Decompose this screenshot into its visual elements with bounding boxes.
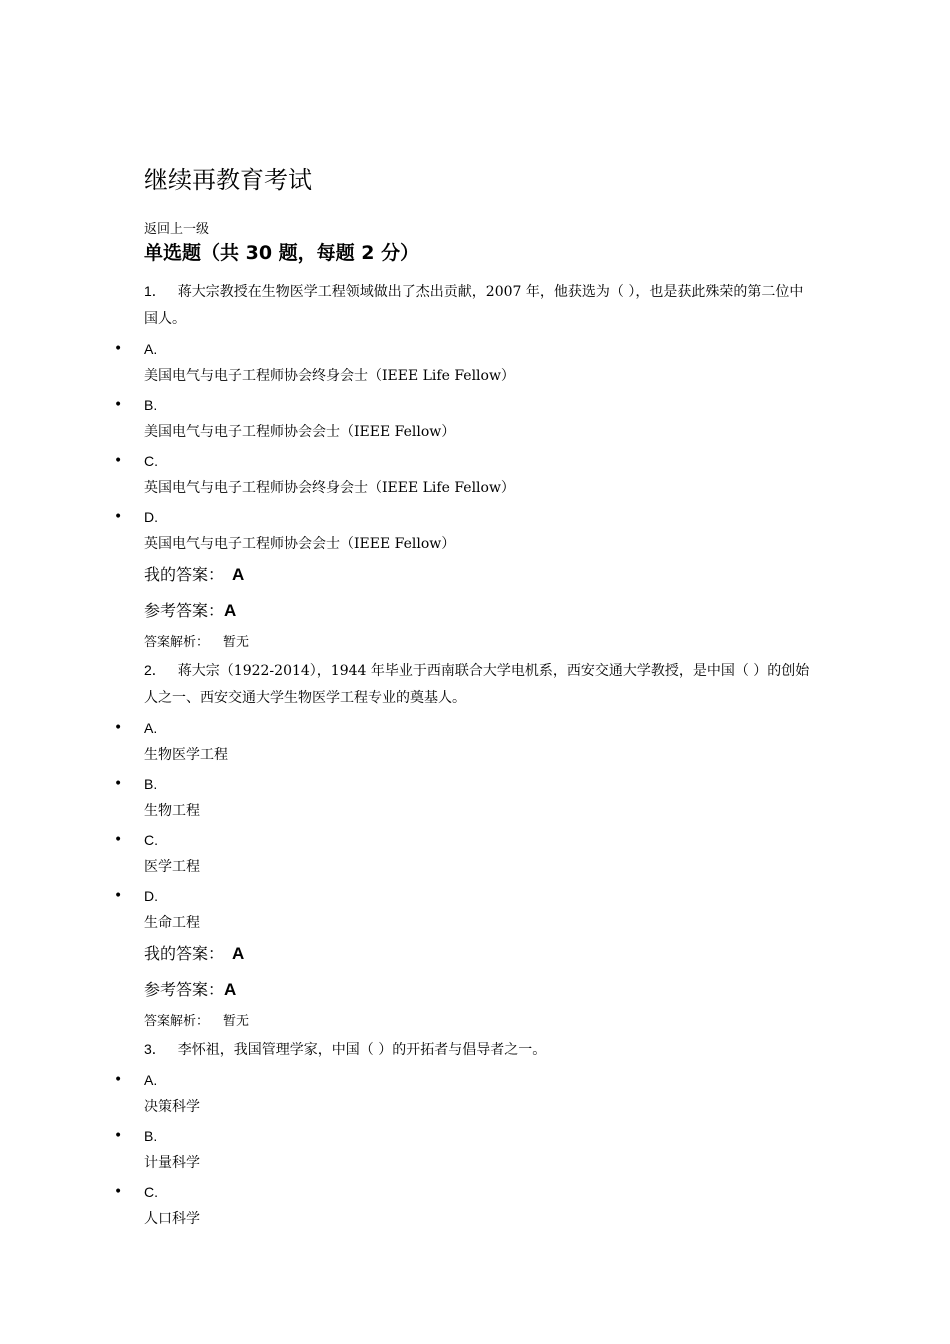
reference-answer-label: 参考答案： [144,601,225,620]
question-stem [144,657,814,712]
analysis-label: 答案解析： [144,635,210,650]
bullet-icon: • [114,397,123,413]
analysis-value: 暂无 [223,1014,250,1029]
option-letter: B. [144,1128,158,1144]
bullet-icon: • [114,1072,123,1088]
my-answer-label: 我的答案： [144,565,225,584]
option-text: 人口科学 [144,1211,200,1227]
option-d[interactable] [114,504,814,557]
option-c[interactable] [114,1179,814,1232]
question-3 [114,1036,814,1232]
question-text: 蒋大宗教授在生物医学工程领域做出了杰出贡献，2007 年，他获选为（ ），也是获此殊荣的第二位中国人。 [144,284,804,327]
analysis-label: 答案解析： [144,1014,210,1029]
question-text: 李怀祖，我国管理学家，中国（ ）的开拓者与倡导者之一。 [177,1042,547,1058]
reference-answer-value: A [224,980,237,999]
bullet-icon: • [114,453,123,469]
option-a[interactable] [114,336,814,389]
option-text: 决策科学 [144,1099,200,1115]
option-text: 生命工程 [144,915,200,931]
option-text: 计量科学 [144,1155,200,1171]
option-text: 英国电气与电子工程师协会终身会士（IEEE Life Fellow） [144,480,515,496]
answer-analysis [144,1008,814,1036]
question-stem [144,278,814,333]
bullet-icon: • [114,720,123,736]
option-letter: C. [144,1184,158,1200]
option-letter: A. [144,720,158,736]
option-letter: D. [144,888,158,904]
option-letter: C. [144,832,158,848]
option-text: 美国电气与电子工程师协会会士（IEEE Fellow） [144,424,456,440]
option-text: 生物医学工程 [144,747,228,763]
option-a[interactable] [114,1067,814,1120]
option-letter: A. [144,1072,158,1088]
question-1 [114,278,814,657]
reference-answer [144,593,814,629]
bullet-icon: • [114,1128,123,1144]
option-b[interactable] [114,771,814,824]
option-text: 美国电气与电子工程师协会终身会士（IEEE Life Fellow） [144,368,515,384]
option-c[interactable] [114,448,814,501]
question-2 [114,657,814,1036]
bullet-icon: • [114,1184,123,1200]
option-text: 英国电气与电子工程师协会会士（IEEE Fellow） [144,536,456,552]
option-text: 生物工程 [144,803,200,819]
question-number: 1． [144,283,166,299]
option-b[interactable] [114,392,814,445]
section-title-rest: （共 30 题，每题 2 分） [201,242,420,264]
option-letter: A. [144,341,158,357]
question-number: 2． [144,662,166,678]
option-b[interactable] [114,1123,814,1176]
bullet-icon: • [114,888,123,904]
answer-analysis [144,629,814,657]
my-answer [144,557,814,593]
option-letter: B. [144,397,158,413]
bullet-icon: • [114,509,123,525]
my-answer-label: 我的答案： [144,944,225,963]
section-title-bold: 单选题 [144,242,202,264]
question-stem [144,1036,814,1064]
bullet-icon: • [114,776,123,792]
option-d[interactable] [114,883,814,936]
reference-answer-value: A [224,601,237,620]
question-text: 蒋大宗（1922-2014），1944 年毕业于西南联合大学电机系，西安交通大学教授，是中国（ ）的创始人之一、西安交通大学生物医学工程专业的奠基人。 [144,663,810,706]
option-letter: B. [144,776,158,792]
option-text: 医学工程 [144,859,200,875]
my-answer [144,936,814,972]
document-page [114,160,814,1232]
reference-answer-label: 参考答案： [144,980,225,999]
my-answer-value: A [232,565,245,584]
option-c[interactable] [114,827,814,880]
my-answer-value: A [232,944,245,963]
section-title [144,240,814,266]
question-number: 3． [144,1041,166,1057]
option-letter: D. [144,509,158,525]
page-title: 继续再教育考试 [144,166,312,194]
analysis-value: 暂无 [223,635,250,650]
back-link[interactable]: 返回上一级 [144,222,210,237]
bullet-icon: • [114,832,123,848]
reference-answer [144,972,814,1008]
option-a[interactable] [114,715,814,768]
bullet-icon: • [114,341,123,357]
option-letter: C. [144,453,158,469]
